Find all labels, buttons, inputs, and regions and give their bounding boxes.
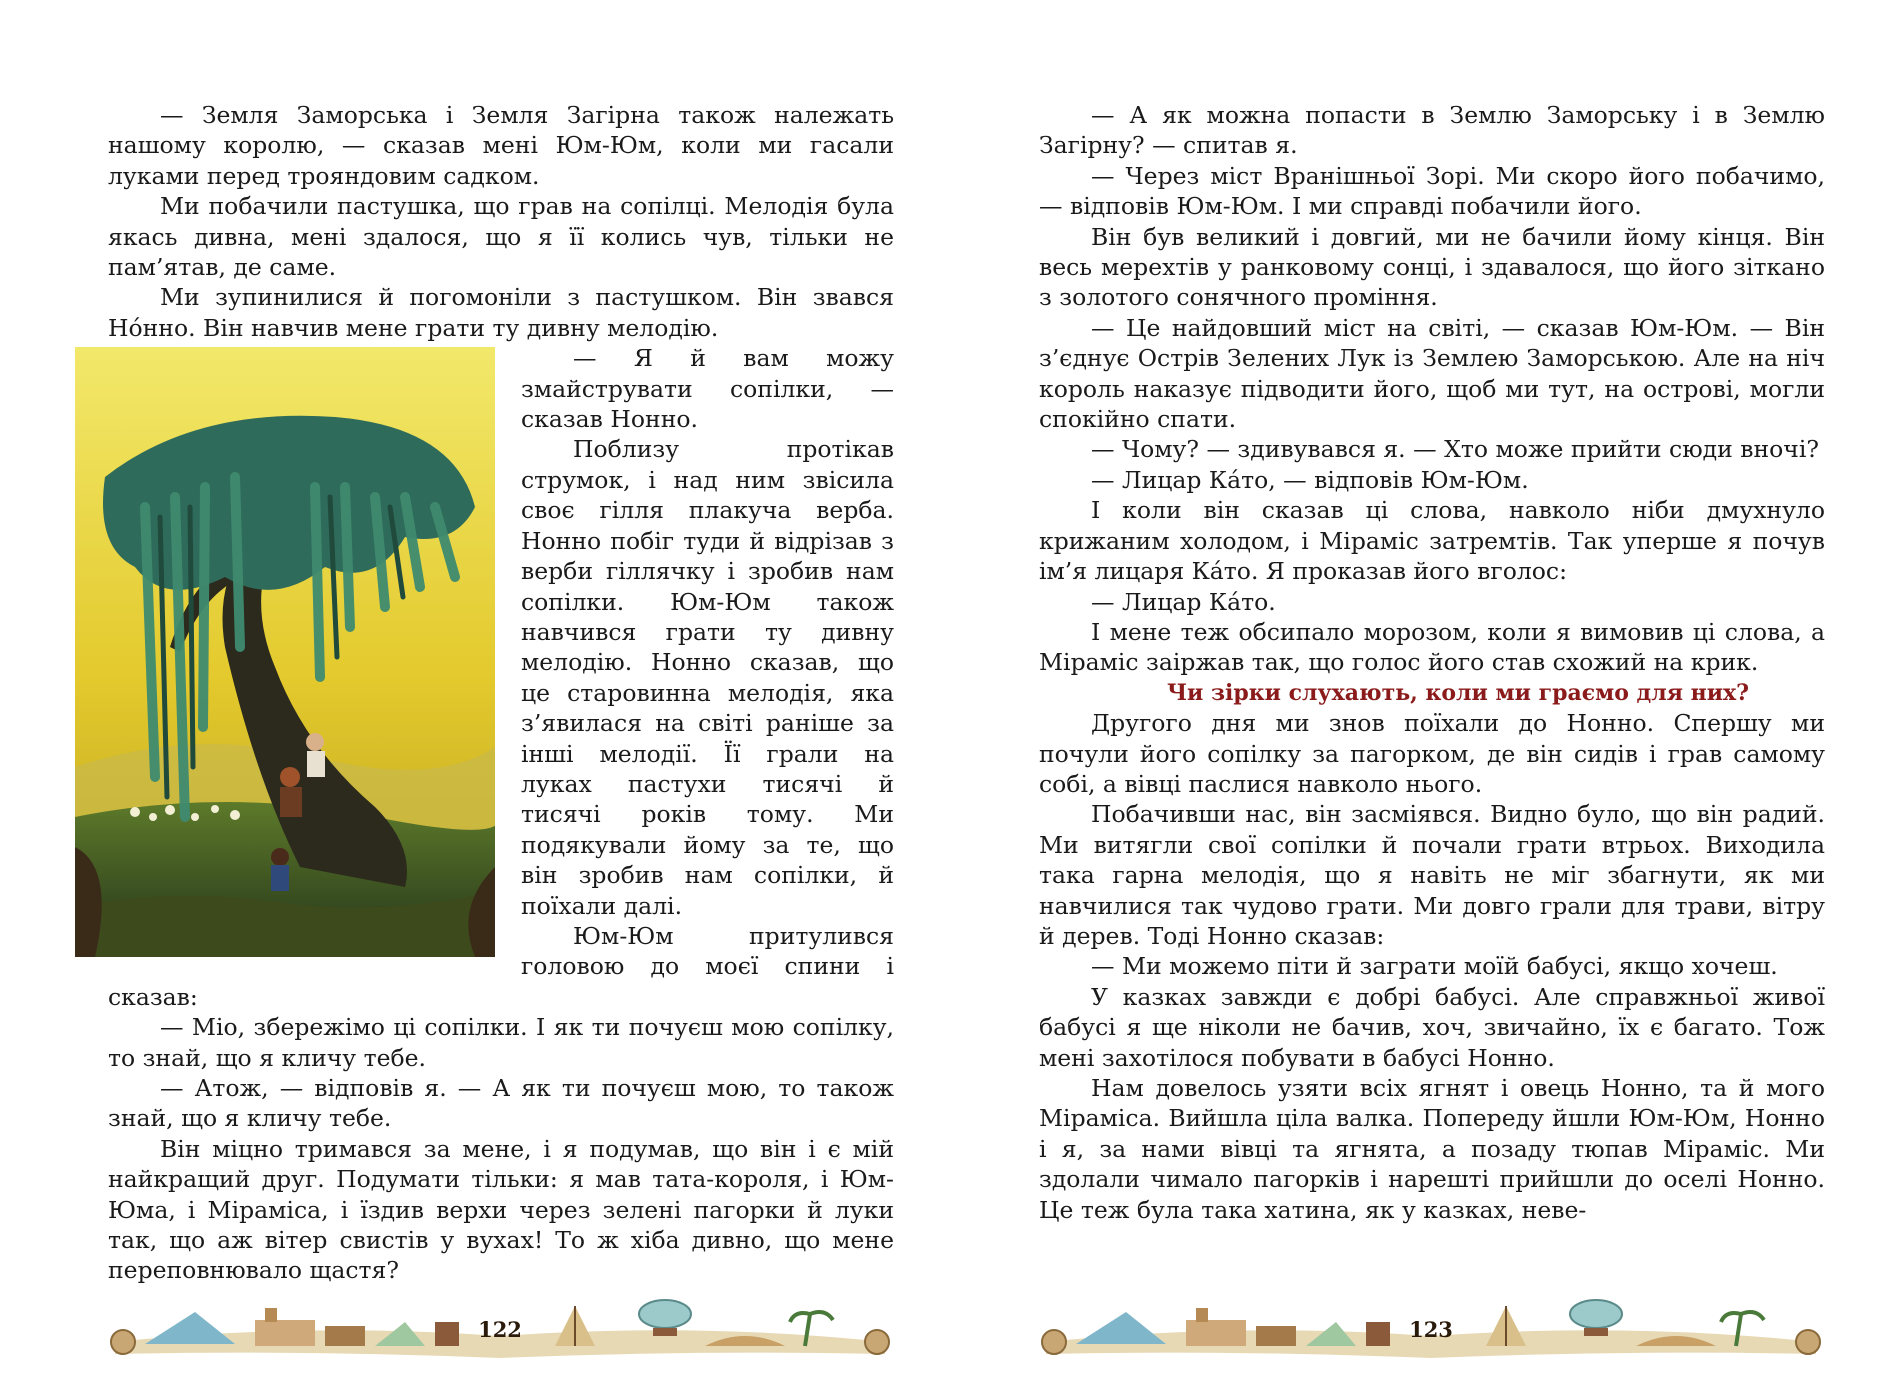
paragraph: — Чому? — здивувався я. — Хто може прийти сюди вночі? xyxy=(1091,435,1819,464)
right-text-column xyxy=(1039,100,1825,1225)
paragraph: Він був великий і довгий, ми не бачили йому кінця. Він весь мерехтів у ранковому сонці, і здавалося, що його зіткано з золотого сонячного проміння. xyxy=(1039,222,1825,312)
paragraph: Юм-Юм притулився головою до моєї спини і сказав: xyxy=(108,921,894,1011)
paragraph: — Через міст Вранішньої Зорі. Ми скоро його побачимо, — відповів Юм-Юм. І ми справді побачили його. xyxy=(1039,161,1825,221)
paragraph: — Ми можемо піти й заграти моїй бабусі, якщо хочеш. xyxy=(1091,952,1778,981)
paragraph: — А як можна попасти в Землю Заморську і в Землю Загірну? — спитав я. xyxy=(1039,101,1825,160)
left-text-column xyxy=(108,100,894,1286)
page-number: 123 xyxy=(1409,1317,1453,1342)
paragraph: — Лицар Ка́то, — відповів Юм-Юм. xyxy=(1091,465,1529,494)
footer-ornament xyxy=(1036,1292,1826,1366)
paragraph: — Міо, збережімо ці сопілки. І як ти почуєш мою сопілку, то знай, що я кличу тебе. xyxy=(108,1013,894,1072)
paragraph: — Я й вам можу змайструвати сопілки, — сказав Нонно. xyxy=(521,344,894,434)
footer-ornament xyxy=(105,1292,895,1366)
paragraph: Ми зупинилися й погомоніли з пастушком. Він звався Но́нно. Він навчив мене грати ту дивну мелодію. xyxy=(108,283,894,342)
paragraph: — Це найдовший міст на світі, — сказав Юм-Юм. — Він з’єднує Острів Зелених Лук із Землею Заморською. Але на ніч король наказує підводити його, щоб ми тут, на острові, могли спокійно спати. xyxy=(1039,313,1825,434)
paragraph: І мене теж обсипало морозом, коли я вимовив ці слова, а Міраміс заіржав так, що голос його став схожий на крик. xyxy=(1039,617,1825,677)
willow-illustration xyxy=(75,347,495,957)
paragraph: Побачивши нас, він засміявся. Видно було, що він радий. Ми витягли свої сопілки й почали грати втрьох. Виходила така гарна мелодія, що я навіть не міг збагнути, як ми навчилися так чудово грати. Ми довго грали для трави, вітру й дерев. Тоді Нонно сказав: xyxy=(1039,800,1825,950)
section-heading: Чи зірки слухають, коли ми граємо для них? xyxy=(1166,679,1750,706)
paragraph: — Земля Заморська і Земля Загірна також належать нашому королю, — сказав мені Юм-Юм, коли ми гасали луками перед трояндовим садком. xyxy=(108,101,894,190)
paragraph: Ми побачили пастушка, що грав на сопілці. Мелодія була якась дивна, мені здалося, що я її колись чув, тільки не пам’ятав, де саме. xyxy=(108,192,894,282)
paragraph: — Атож, — відповів я. — А як ти почуєш мою, то також знай, що я кличу тебе. xyxy=(108,1074,894,1133)
right-page xyxy=(952,0,1904,1400)
paragraph: — Лицар Ка́то. xyxy=(1091,587,1276,616)
paragraph: І коли він сказав ці слова, навколо ніби дмухнуло крижаним холодом, і Міраміс затремтів. Так уперше я почув ім’я лицаря Ка́то. Я проказав його вголос: xyxy=(1039,496,1825,586)
paragraph: Поблизу протікав струмок, і над ним звісила своє гілля плакуча верба. Нонно побіг туди й відрізав з верби гіллячку і зробив нам сопілки. Юм-Юм також навчився грати ту дивну мелодію. Нонно сказав, що це старовинна мелодія, яка з’явилася на світі раніше за інші мелодії. Її грали на луках пастухи тисячі й тисячі років тому. Ми подякували йому за те, що він зробив нам сопілки, й поїхали далі. xyxy=(521,435,894,920)
paragraph: Нам довелось узяти всіх ягнят і овець Нонно, та й мого Міраміса. Вийшла ціла валка. Попереду йшли Юм-Юм, Нонно і я, за нами вівці та ягнята, а позаду тюпав Міраміс. Ми здолали чимало пагорків і нарешті прийшли до оселі Нонно. Це теж була така хатина, як у казках, неве- xyxy=(1039,1074,1825,1224)
page-number: 122 xyxy=(478,1317,522,1342)
paragraph: У казках завжди є добрі бабусі. Але справжньої живої бабусі я ще ніколи не бачив, хоч, звичайно, їх є багато. Тож мені захотілося побувати в бабусі Нонно. xyxy=(1039,982,1825,1072)
paragraph: Другого дня ми знов поїхали до Нонно. Спершу ми почули його сопілку за пагорком, де він сидів і грав самому собі, а вівці паслися навколо нього. xyxy=(1039,709,1825,798)
paragraph: Він міцно тримався за мене, і я подумав, що він і є мій найкращий друг. Подумати тільки: я мав тата-короля, і Юм-Юма, і Міраміса, і їздив верхи через зелені пагорки й луки так, що аж вітер свистів у вухах! То ж хіба дивно, що мене переповнювало щастя? xyxy=(108,1134,894,1285)
